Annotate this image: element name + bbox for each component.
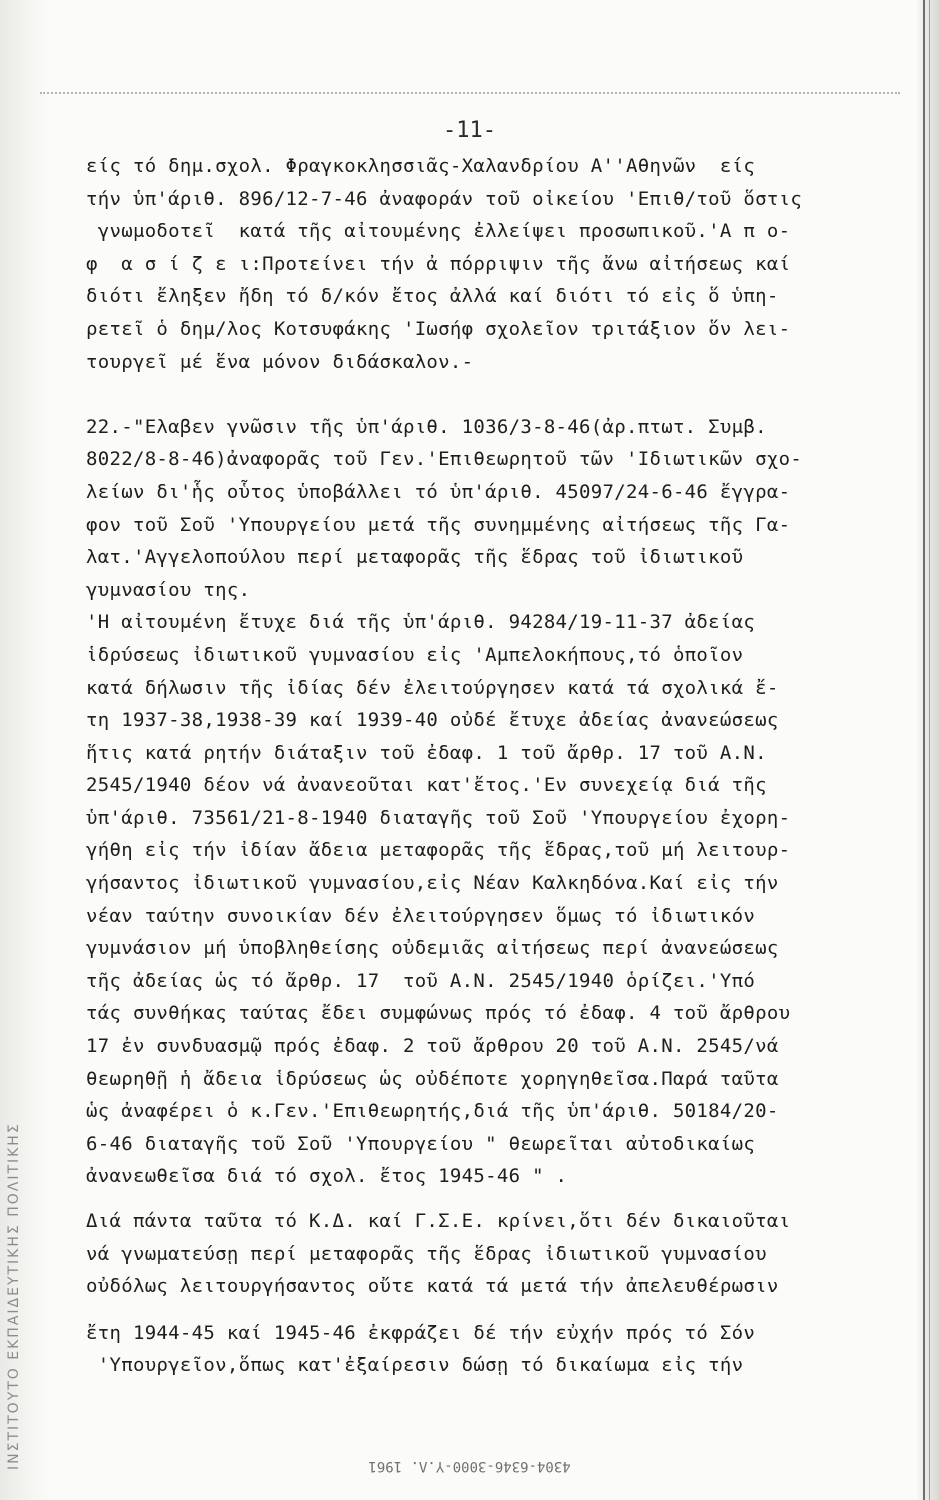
text-line: 'Η αἰτουμένη ἔτυχε διά τῆς ὑπ'άριθ. 94284/19-11-37 ἀδείας (86, 611, 756, 634)
text-line: 'Υπουργεῖον,ὅπως κατ'ἐξαίρεσιν δώσῃ τό δικαίωμα εἰς τήν (86, 1354, 744, 1377)
text-line: γνωμοδοτεῖ κατά τῆς αἰτουμένης ἐλλείψει προσωπικοῦ.'Α π ο- (86, 220, 791, 243)
text-line: θεωρηθῇ ἡ ἄδεια ἱδρύσεως ὡς οὐδέποτε χορηγηθεῖσα.Παρά ταῦτα (86, 1067, 779, 1090)
binding-edge (917, 0, 939, 1500)
text-line: λατ.'Αγγελοπούλου περί μεταφορᾶς τῆς ἕδρας τοῦ ἰδιωτικοῦ (86, 546, 744, 569)
text-line: φον τοῦ Σοῦ 'Υπουργείου μετά τῆς συνημμένης αἰτήσεως τῆς Γα- (86, 513, 791, 536)
margin-stamp: ΙΝΣΤΙΤΟΥΤΟ ΕΚΠΑΙΔΕΥΤΙΚΗΣ ΠΟΛΙΤΙΚΗΣ (6, 1122, 22, 1470)
paragraph-1 (86, 150, 906, 378)
text-line: νέαν ταύτην συνοικίαν δέν ἐλειτούργησεν ὅμως τό ἰδιωτικόν (86, 904, 756, 927)
text-line: ρετεῖ ὁ δημ/λος Κοτσυφάκης 'Ιωσήφ σχολεῖον τριτάξιον ὅν λει- (86, 317, 791, 340)
text-line: 2545/1940 δέον νά ἀνανεοῦται κατ'ἔτος.'Εν συνεχείᾳ διά τῆς (86, 774, 767, 797)
text-line: γήθη εἰς τήν ἰδίαν ἄδεια μεταφορᾶς τῆς ἕδρας,τοῦ μή λειτουρ- (86, 839, 791, 862)
paragraph-2 (86, 411, 906, 1193)
body-text (86, 150, 906, 1382)
text-line: γήσαντος ἰδιωτικοῦ γυμνασίου,εἰς Νέαν Καλκηδόνα.Καί εἰς τήν (86, 872, 779, 895)
text-line: διότι ἔληξεν ἤδη τό δ/κόν ἔτος ἀλλά καί διότι τό εἰς ὅ ὑπη- (86, 285, 779, 308)
text-line: τῆς ἀδείας ὡς τό ἄρθρ. 17 τοῦ Α.Ν. 2545/1940 ὁρίζει.'Υπό (86, 969, 756, 992)
text-line: φ α σ ί ζ ε ι:Προτείνει τήν ἀ πόρριψιν τῆς ἄνω αἰτήσεως καί (86, 252, 791, 275)
text-line: κατά δήλωσιν τῆς ἰδίας δέν ἐλειτούργησεν κατά τά σχολικά ἔ- (86, 676, 779, 699)
paragraph-4 (86, 1317, 906, 1382)
text-line: Διά πάντα ταῦτα τό Κ.Δ. καί Γ.Σ.Ε. κρίνει,ὅτι δέν δικαιοῦται (86, 1210, 791, 1232)
text-line: ἔτη 1944-45 καί 1945-46 ἐκφράζει δέ τήν εὐχήν πρός τό Σόν (86, 1321, 756, 1344)
text-line: τήν ὑπ'άριθ. 896/12-7-46 ἀναφοράν τοῦ οἰκείου 'Επιθ/τοῦ ὅστις (86, 187, 803, 210)
text-line: ἱδρύσεως ἰδιωτικοῦ γυμνασίου εἰς 'Αμπελοκήπους,τό ὁποῖον (86, 643, 744, 666)
text-line: είς τό δημ.σχολ. Φραγκοκλησσιᾶς-Χαλανδρίου Α''Αθηνῶν είς (86, 155, 756, 177)
text-line: τουργεῖ μέ ἕνα μόνον διδάσκαλον.- (86, 350, 474, 373)
page-number: -11- (443, 118, 496, 143)
text-line: οὐδόλως λειτουργήσαντος οὔτε κατά τά μετά τήν ἀπελευθέρωσιν (86, 1275, 779, 1298)
text-line: ἥτις κατά ρητήν διάταξιν τοῦ ἐδαφ. 1 τοῦ ἄρθρ. 17 τοῦ Α.Ν. (86, 741, 767, 764)
left-margin (0, 0, 48, 1500)
text-line: 8022/8-8-46)ἀναφορᾶς τοῦ Γεν.'Επιθεωρητοῦ τῶν 'Ιδιωτικῶν σχο- (86, 448, 803, 471)
text-line: 6-46 διαταγῆς τοῦ Σοῦ 'Υπουργείου " θεωρεῖται αὐτοδικαίως (86, 1132, 756, 1155)
text-line: 22.-"Ελαβεν γνῶσιν τῆς ὑπ'άριθ. 1036/3-8-46(ἀρ.πτωτ. Συμβ. (86, 415, 767, 438)
text-line: λείων δι'ἧς οὗτος ὑποβάλλει τό ὑπ'άριθ. 45097/24-6-46 ἔγγρα- (86, 480, 791, 503)
top-dotted-line (40, 92, 900, 95)
paragraph-3 (86, 1205, 906, 1303)
text-line: ὑπ'άριθ. 73561/21-8-1940 διαταγῆς τοῦ Σοῦ 'Υπουργείου ἐχορη- (86, 806, 791, 829)
text-line: γυμνασίου της. (86, 578, 251, 601)
footer-print-code: 4304-6346-3000-Y.Λ. 1961 (368, 1458, 571, 1474)
text-line: ὡς ἀναφέρει ὁ κ.Γεν.'Επιθεωρητής,διά τῆς ὑπ'άριθ. 50184/20- (86, 1100, 779, 1123)
text-line: ἀνανεωθεῖσα διά τό σχολ. ἔτος 1945-46 " . (86, 1165, 568, 1188)
text-line: γυμνάσιον μή ὑποβληθείσης οὐδεμιᾶς αἰτήσεως περί ἀνανεώσεως (86, 937, 779, 960)
text-line: νά γνωματεύσῃ περί μεταφορᾶς τῆς ἕδρας ἰδιωτικοῦ γυμνασίου (86, 1242, 767, 1265)
text-line: 17 ἐν συνδυασμῷ πρός ἐδαφ. 2 τοῦ ἄρθρου 20 τοῦ Α.Ν. 2545/νά (86, 1035, 779, 1058)
text-line: τάς συνθήκας ταύτας ἔδει συμφώνως πρός τό ἐδαφ. 4 τοῦ ἄρθρου (86, 1002, 791, 1025)
text-line: τη 1937-38,1938-39 καί 1939-40 οὐδέ ἔτυχε ἀδείας ἀνανεώσεως (86, 709, 779, 732)
